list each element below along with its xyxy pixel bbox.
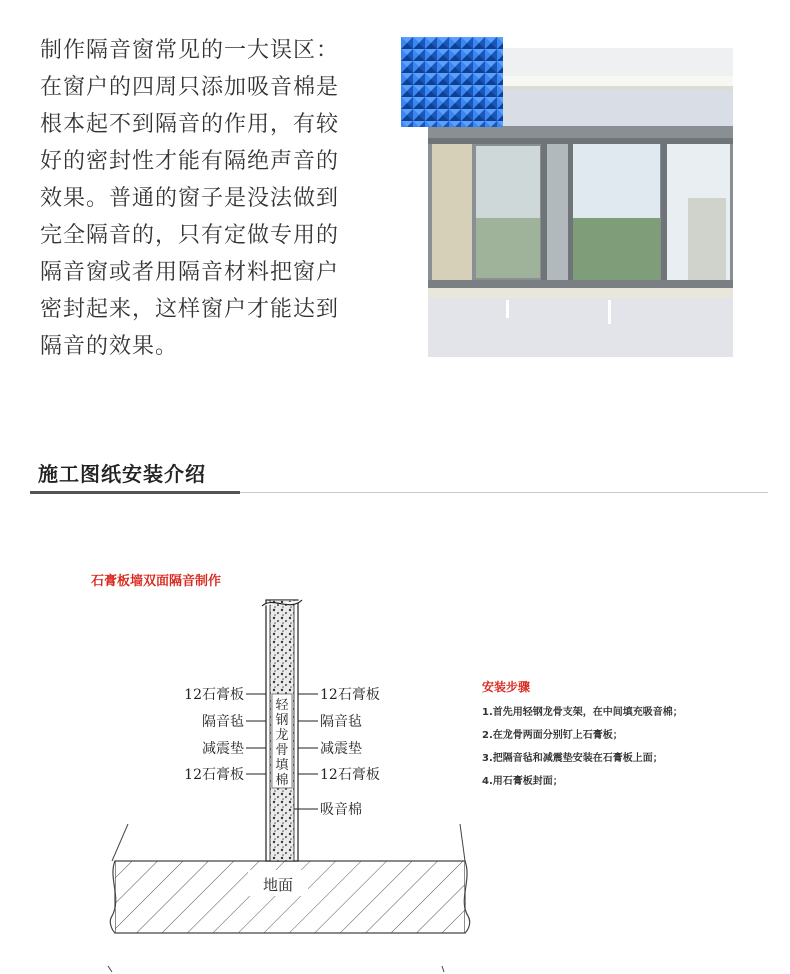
core-label-char: 填 <box>275 758 289 773</box>
floor-line-right <box>460 824 465 861</box>
intro-line: 密封起来，这样窗户才能达到 <box>40 297 340 322</box>
left-layer-label: 12石膏板 <box>184 767 244 783</box>
intro-line: 在窗户的四周只添加吸音棉是 <box>40 75 340 100</box>
intro-line: 制作隔音窗常见的一大误区： <box>40 38 340 63</box>
intro-line: 完全隔音的，只有定做专用的 <box>40 223 340 248</box>
floor-break-mark <box>108 966 112 972</box>
step-item: 2.在龙骨两面分别钉上石膏板； <box>482 730 623 741</box>
right-layer-label: 吸音棉 <box>320 802 362 818</box>
right-layer-label: 12石膏板 <box>320 687 380 703</box>
left-layer-label: 减震垫 <box>202 741 244 757</box>
installation-steps <box>482 678 782 793</box>
floor-line-left <box>112 824 128 861</box>
step-item: 3.把隔音毡和减震垫安装在石膏板上面； <box>482 753 663 764</box>
steps-list <box>482 701 782 793</box>
steps-title: 安装步骤 <box>482 680 531 694</box>
intro-line: 隔音的效果。 <box>40 334 179 359</box>
section-divider-accent <box>30 491 240 494</box>
core-label-char: 棉 <box>275 773 289 788</box>
ground-break-right <box>464 861 469 933</box>
acoustic-foam-image <box>401 37 503 127</box>
floor-break-mark <box>442 966 444 972</box>
right-layer-label: 12石膏板 <box>320 767 380 783</box>
left-layer-label: 12石膏板 <box>184 687 244 703</box>
core-label-char: 轻 <box>275 698 289 713</box>
intro-paragraph <box>40 32 385 365</box>
intro-line: 效果。普通的窗子是没法做到 <box>40 186 340 211</box>
right-layer-label: 隔音毡 <box>320 714 362 730</box>
intro-line: 好的密封性才能有隔绝声音的 <box>40 149 340 174</box>
ground-label: 地面 <box>262 876 294 894</box>
right-layer-label: 减震垫 <box>320 741 362 757</box>
step-item: 1.首先用轻钢龙骨支架，在中间填充吸音棉； <box>482 707 683 718</box>
intro-line: 隔音窗或者用隔音材料把窗户 <box>40 260 340 285</box>
core-label-char: 骨 <box>275 743 289 758</box>
core-label-char: 钢 <box>275 713 289 728</box>
step-item: 4.用石膏板封面； <box>482 776 563 787</box>
core-label-char: 龙 <box>275 728 289 743</box>
left-layer-label: 隔音毡 <box>202 714 244 730</box>
diagram-title: 石膏板墙双面隔音制作 <box>91 574 222 589</box>
section-heading: 施工图纸安装介绍 <box>38 462 206 486</box>
intro-line: 根本起不到隔音的作用，有较 <box>40 112 340 137</box>
